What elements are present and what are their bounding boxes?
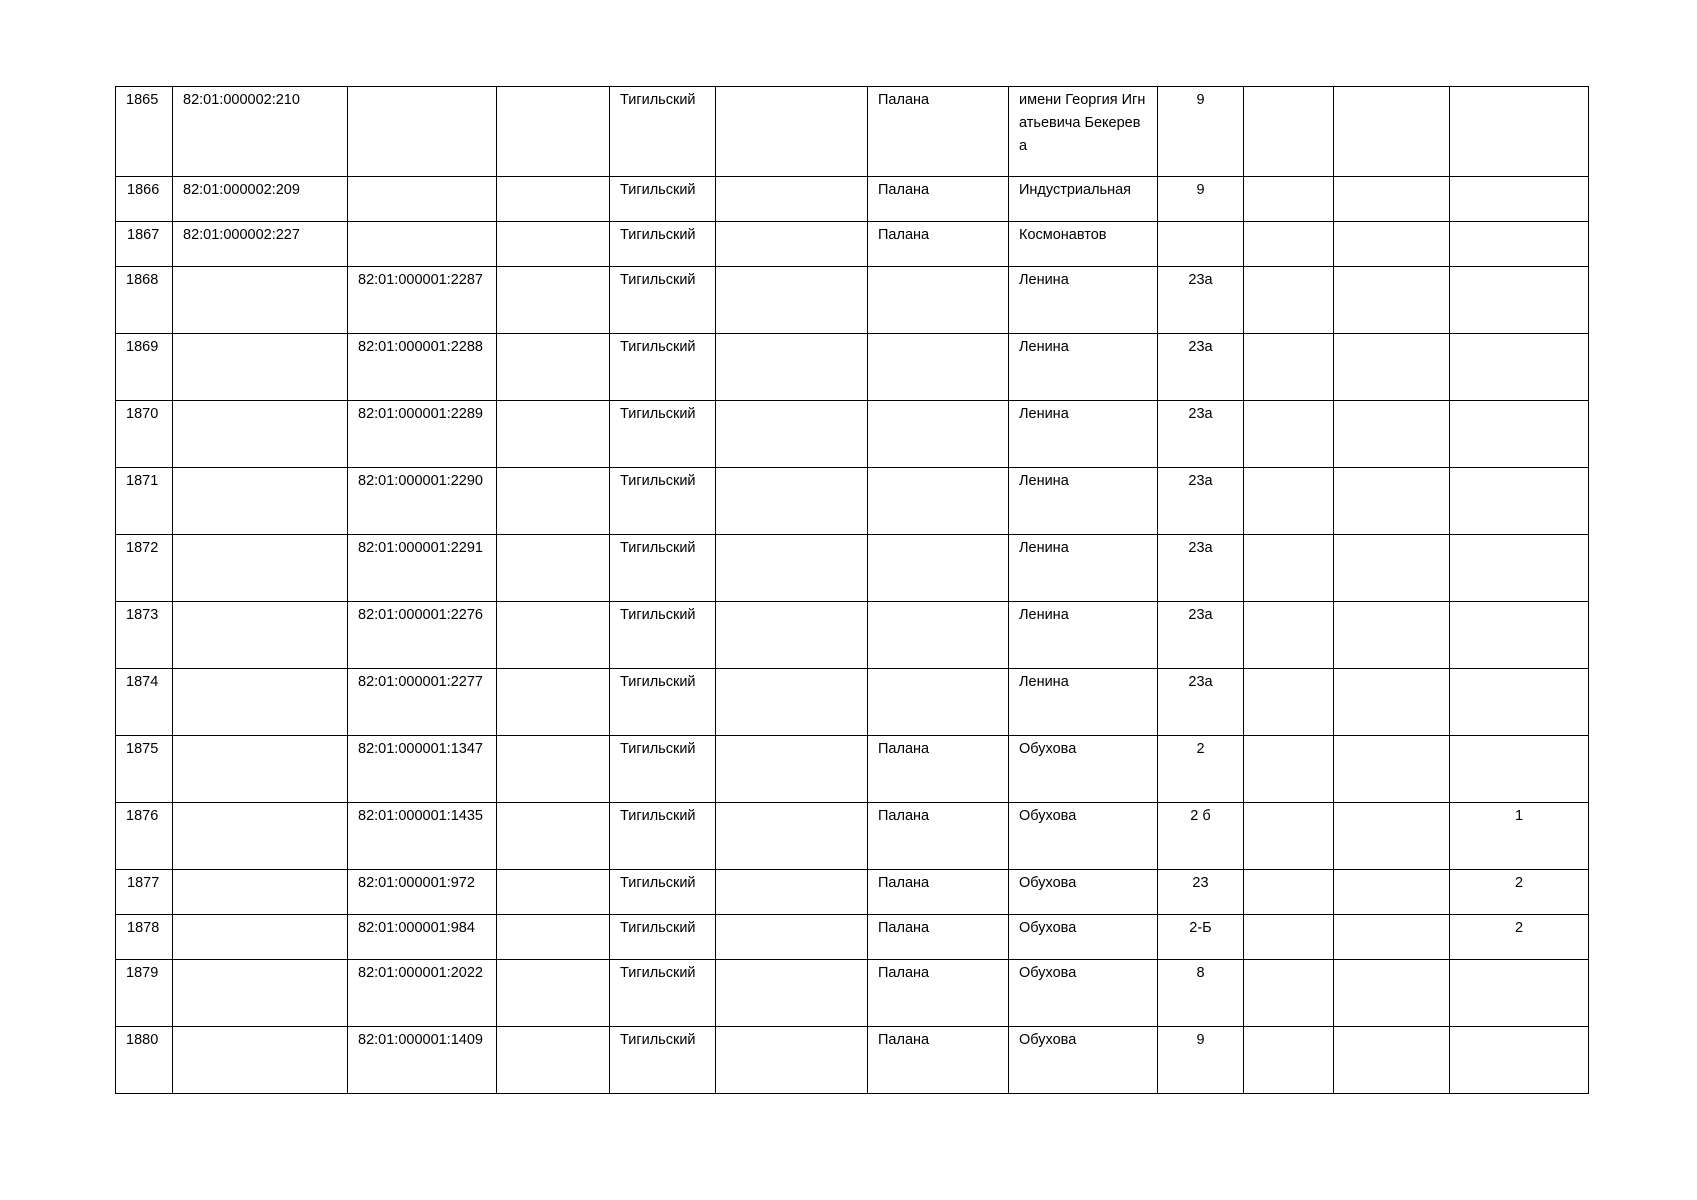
row-number: 1877	[116, 870, 173, 915]
cadastral-number-1	[173, 870, 348, 915]
house-number-cell: 23а	[1158, 267, 1244, 334]
street-cell: Обухова	[1009, 803, 1158, 870]
house-number-cell: 23а	[1158, 669, 1244, 736]
district-cell: Тигильский	[610, 669, 716, 736]
house-number-cell: 9	[1158, 87, 1244, 177]
cadastral-number-1	[173, 401, 348, 468]
empty-cell	[716, 468, 868, 535]
row-number: 1875	[116, 736, 173, 803]
empty-cell	[1334, 468, 1450, 535]
cadastral-number-2: 82:01:000001:2022	[348, 960, 497, 1027]
house-number-cell: 23а	[1158, 535, 1244, 602]
empty-cell	[1334, 960, 1450, 1027]
table-row	[116, 222, 1589, 267]
street-cell: Обухова	[1009, 870, 1158, 915]
count-cell	[1450, 669, 1589, 736]
cadastral-number-1	[173, 468, 348, 535]
house-number-cell: 23а	[1158, 334, 1244, 401]
cadastral-number-1: 82:01:000002:227	[173, 222, 348, 267]
table-row	[116, 267, 1589, 334]
row-number: 1873	[116, 602, 173, 669]
empty-cell	[1244, 334, 1334, 401]
empty-cell	[716, 803, 868, 870]
table-row	[116, 401, 1589, 468]
row-number: 1872	[116, 535, 173, 602]
empty-cell	[716, 870, 868, 915]
empty-cell	[1334, 1027, 1450, 1094]
cadastral-number-2: 82:01:000001:2277	[348, 669, 497, 736]
empty-cell	[1244, 222, 1334, 267]
table-row	[116, 669, 1589, 736]
empty-cell	[497, 736, 610, 803]
empty-cell	[1244, 535, 1334, 602]
cadastral-number-2	[348, 222, 497, 267]
empty-cell	[1244, 803, 1334, 870]
cadastral-number-1	[173, 267, 348, 334]
cadastral-number-1	[173, 960, 348, 1027]
empty-cell	[1334, 87, 1450, 177]
cadastral-number-2: 82:01:000001:1347	[348, 736, 497, 803]
cadastral-number-2	[348, 177, 497, 222]
cadastral-number-2: 82:01:000001:2276	[348, 602, 497, 669]
house-number-cell: 23	[1158, 870, 1244, 915]
cadastral-number-1	[173, 915, 348, 960]
empty-cell	[497, 960, 610, 1027]
district-cell: Тигильский	[610, 222, 716, 267]
cadastral-number-2: 82:01:000001:984	[348, 915, 497, 960]
table-row	[116, 870, 1589, 915]
empty-cell	[1244, 870, 1334, 915]
empty-cell	[497, 535, 610, 602]
table-row	[116, 803, 1589, 870]
house-number-cell: 23а	[1158, 468, 1244, 535]
empty-cell	[497, 1027, 610, 1094]
count-cell	[1450, 334, 1589, 401]
empty-cell	[1244, 401, 1334, 468]
cadastral-number-1: 82:01:000002:210	[173, 87, 348, 177]
count-cell	[1450, 960, 1589, 1027]
empty-cell	[1244, 468, 1334, 535]
count-cell: 2	[1450, 915, 1589, 960]
empty-cell	[716, 736, 868, 803]
empty-cell	[716, 87, 868, 177]
street-cell: Космонавтов	[1009, 222, 1158, 267]
street-cell: Обухова	[1009, 736, 1158, 803]
table-body	[116, 87, 1589, 1094]
empty-cell	[1334, 669, 1450, 736]
district-cell: Тигильский	[610, 870, 716, 915]
table-row	[116, 468, 1589, 535]
cadastral-number-2	[348, 87, 497, 177]
row-number: 1865	[116, 87, 173, 177]
empty-cell	[497, 334, 610, 401]
district-cell: Тигильский	[610, 960, 716, 1027]
locality-cell	[868, 334, 1009, 401]
empty-cell	[1244, 602, 1334, 669]
count-cell	[1450, 602, 1589, 669]
cadastral-number-1	[173, 1027, 348, 1094]
house-number-cell: 2-Б	[1158, 915, 1244, 960]
empty-cell	[716, 669, 868, 736]
row-number: 1870	[116, 401, 173, 468]
empty-cell	[716, 602, 868, 669]
locality-cell	[868, 535, 1009, 602]
locality-cell	[868, 401, 1009, 468]
property-registry-table	[115, 86, 1589, 1094]
empty-cell	[1244, 960, 1334, 1027]
district-cell: Тигильский	[610, 468, 716, 535]
empty-cell	[1334, 915, 1450, 960]
house-number-cell: 2 б	[1158, 803, 1244, 870]
street-cell: Ленина	[1009, 468, 1158, 535]
empty-cell	[1244, 267, 1334, 334]
table-row	[116, 736, 1589, 803]
row-number: 1867	[116, 222, 173, 267]
row-number: 1878	[116, 915, 173, 960]
empty-cell	[1334, 803, 1450, 870]
empty-cell	[716, 960, 868, 1027]
row-number: 1876	[116, 803, 173, 870]
locality-cell	[868, 267, 1009, 334]
house-number-cell: 23а	[1158, 602, 1244, 669]
locality-cell: Палана	[868, 803, 1009, 870]
house-number-cell: 23а	[1158, 401, 1244, 468]
empty-cell	[497, 87, 610, 177]
district-cell: Тигильский	[610, 736, 716, 803]
house-number-cell: 9	[1158, 177, 1244, 222]
locality-cell: Палана	[868, 915, 1009, 960]
empty-cell	[497, 870, 610, 915]
cadastral-number-2: 82:01:000001:972	[348, 870, 497, 915]
cadastral-number-2: 82:01:000001:2291	[348, 535, 497, 602]
empty-cell	[1244, 669, 1334, 736]
locality-cell	[868, 602, 1009, 669]
empty-cell	[497, 669, 610, 736]
empty-cell	[497, 177, 610, 222]
empty-cell	[497, 602, 610, 669]
table-row	[116, 535, 1589, 602]
house-number-cell: 9	[1158, 1027, 1244, 1094]
street-cell: Ленина	[1009, 401, 1158, 468]
empty-cell	[497, 401, 610, 468]
table-row	[116, 87, 1589, 177]
empty-cell	[497, 468, 610, 535]
row-number: 1874	[116, 669, 173, 736]
locality-cell: Палана	[868, 222, 1009, 267]
empty-cell	[716, 334, 868, 401]
cadastral-number-1	[173, 535, 348, 602]
locality-cell	[868, 468, 1009, 535]
street-cell: Индустриальная	[1009, 177, 1158, 222]
empty-cell	[716, 177, 868, 222]
street-cell: Обухова	[1009, 915, 1158, 960]
district-cell: Тигильский	[610, 334, 716, 401]
empty-cell	[716, 401, 868, 468]
count-cell	[1450, 736, 1589, 803]
street-cell: Ленина	[1009, 535, 1158, 602]
cadastral-number-2: 82:01:000001:1435	[348, 803, 497, 870]
row-number: 1869	[116, 334, 173, 401]
count-cell	[1450, 267, 1589, 334]
empty-cell	[1334, 401, 1450, 468]
cadastral-number-1: 82:01:000002:209	[173, 177, 348, 222]
empty-cell	[497, 803, 610, 870]
count-cell: 1	[1450, 803, 1589, 870]
street-cell: Ленина	[1009, 334, 1158, 401]
empty-cell	[1334, 222, 1450, 267]
empty-cell	[1244, 177, 1334, 222]
count-cell	[1450, 1027, 1589, 1094]
cadastral-number-2: 82:01:000001:2288	[348, 334, 497, 401]
cadastral-number-1	[173, 803, 348, 870]
table-row	[116, 334, 1589, 401]
locality-cell: Палана	[868, 870, 1009, 915]
count-cell	[1450, 222, 1589, 267]
count-cell	[1450, 468, 1589, 535]
cadastral-number-1	[173, 334, 348, 401]
street-cell: Обухова	[1009, 960, 1158, 1027]
district-cell: Тигильский	[610, 87, 716, 177]
locality-cell: Палана	[868, 87, 1009, 177]
row-number: 1879	[116, 960, 173, 1027]
row-number: 1880	[116, 1027, 173, 1094]
empty-cell	[1334, 177, 1450, 222]
empty-cell	[1244, 87, 1334, 177]
district-cell: Тигильский	[610, 177, 716, 222]
table-row	[116, 602, 1589, 669]
count-cell	[1450, 401, 1589, 468]
empty-cell	[1334, 870, 1450, 915]
empty-cell	[716, 222, 868, 267]
cadastral-number-2: 82:01:000001:1409	[348, 1027, 497, 1094]
cadastral-number-2: 82:01:000001:2290	[348, 468, 497, 535]
row-number: 1871	[116, 468, 173, 535]
table-row	[116, 177, 1589, 222]
district-cell: Тигильский	[610, 915, 716, 960]
cadastral-number-1	[173, 736, 348, 803]
locality-cell	[868, 669, 1009, 736]
locality-cell: Палана	[868, 1027, 1009, 1094]
house-number-cell	[1158, 222, 1244, 267]
street-cell: Обухова	[1009, 1027, 1158, 1094]
count-cell	[1450, 535, 1589, 602]
house-number-cell: 8	[1158, 960, 1244, 1027]
street-cell: Ленина	[1009, 267, 1158, 334]
empty-cell	[497, 267, 610, 334]
row-number: 1868	[116, 267, 173, 334]
empty-cell	[1334, 535, 1450, 602]
empty-cell	[497, 915, 610, 960]
district-cell: Тигильский	[610, 1027, 716, 1094]
empty-cell	[716, 535, 868, 602]
empty-cell	[1244, 915, 1334, 960]
locality-cell: Палана	[868, 177, 1009, 222]
count-cell	[1450, 177, 1589, 222]
locality-cell: Палана	[868, 736, 1009, 803]
empty-cell	[1334, 736, 1450, 803]
district-cell: Тигильский	[610, 401, 716, 468]
empty-cell	[716, 915, 868, 960]
house-number-cell: 2	[1158, 736, 1244, 803]
street-cell: Ленина	[1009, 602, 1158, 669]
cadastral-number-2: 82:01:000001:2289	[348, 401, 497, 468]
cadastral-number-1	[173, 602, 348, 669]
table-row	[116, 1027, 1589, 1094]
locality-cell: Палана	[868, 960, 1009, 1027]
table-row	[116, 960, 1589, 1027]
empty-cell	[1334, 267, 1450, 334]
row-number: 1866	[116, 177, 173, 222]
count-cell: 2	[1450, 870, 1589, 915]
cadastral-number-2: 82:01:000001:2287	[348, 267, 497, 334]
empty-cell	[497, 222, 610, 267]
empty-cell	[1334, 334, 1450, 401]
table-row	[116, 915, 1589, 960]
district-cell: Тигильский	[610, 602, 716, 669]
district-cell: Тигильский	[610, 267, 716, 334]
empty-cell	[1244, 736, 1334, 803]
district-cell: Тигильский	[610, 803, 716, 870]
cadastral-number-1	[173, 669, 348, 736]
empty-cell	[716, 267, 868, 334]
street-cell: имени Георгия Игнатьевича Бекерева	[1009, 87, 1158, 177]
district-cell: Тигильский	[610, 535, 716, 602]
street-cell: Ленина	[1009, 669, 1158, 736]
empty-cell	[716, 1027, 868, 1094]
count-cell	[1450, 87, 1589, 177]
empty-cell	[1334, 602, 1450, 669]
empty-cell	[1244, 1027, 1334, 1094]
